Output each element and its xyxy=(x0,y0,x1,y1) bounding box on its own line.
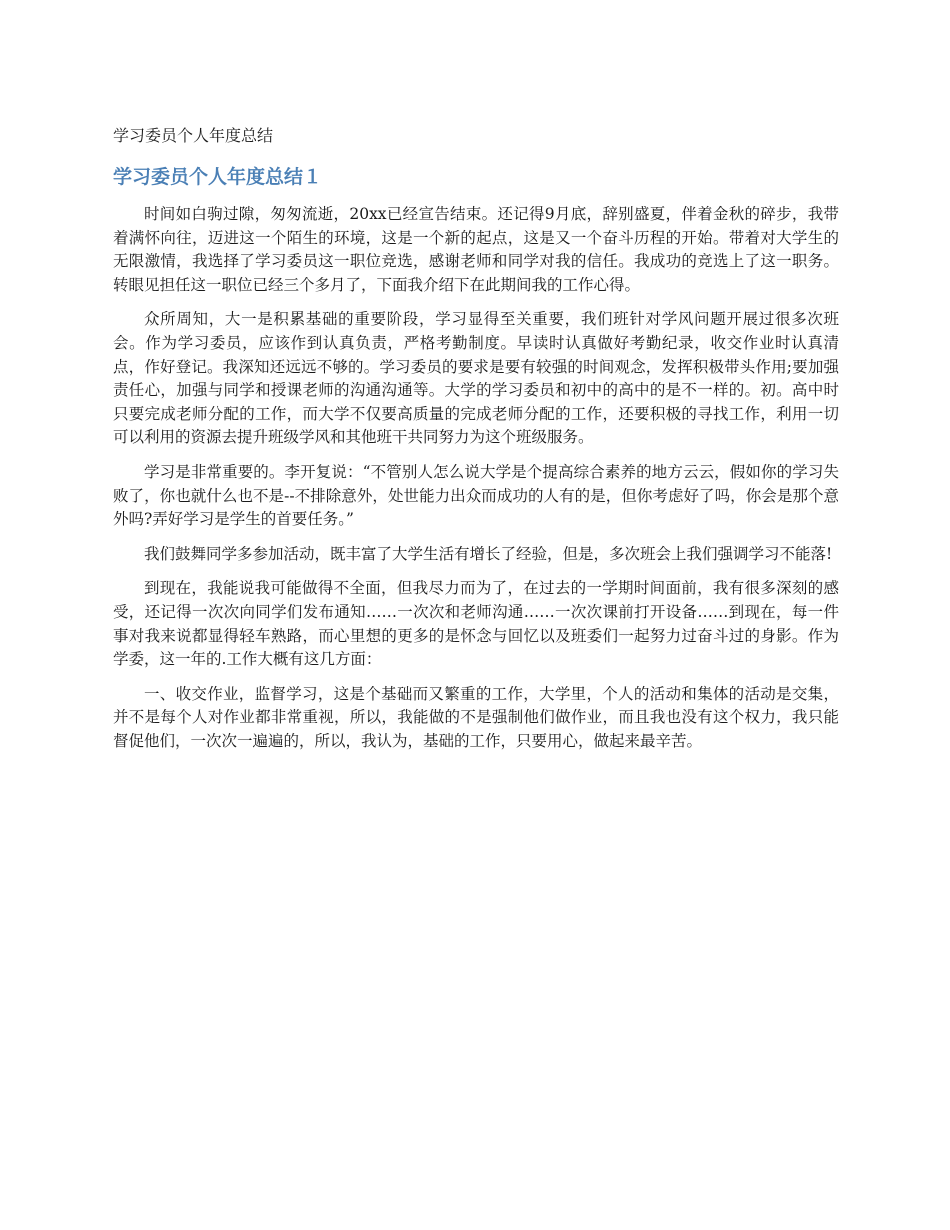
paragraph: 到现在，我能说我可能做得不全面，但我尽力而为了，在过去的一学期时间面前，我有很多深刻的感受，还记得一次次向同学们发布通知……一次次和老师沟通……一次次课前打开设备……到现在，每一件事对我来说都显得轻车熟路，而心里想的更多的是怀念与回忆以及班委们一起努力过奋斗过的身影。作为学委，这一年的.工作大概有这几方面： xyxy=(113,579,839,669)
paragraph: 我们鼓舞同学多参加活动，既丰富了大学生活有增长了经验，但是，多次班会上我们强调学习不能落! xyxy=(144,544,833,563)
paragraph: 学习是非常重要的。李开复说：“不管别人怎么说大学是个提高综合素养的地方云云，假如你的学习失败了，你也就什么也不是--不排除意外，处世能力出众而成功的人有的是，但你考虑好了吗，你会是那个意外吗?弄好学习是学生的首要任务。” xyxy=(113,462,839,529)
section-heading: 学习委员个人年度总结１ xyxy=(113,166,323,188)
paragraph: 众所周知，大一是积累基础的重要阶段，学习显得至关重要，我们班针对学风问题开展过很多次班会。作为学习委员，应该作到认真负责，严格考勤制度。早读时认真做好考勤纪录，收交作业时认真清点，作好登记。我深知还远远不够的。学习委员的要求是要有较强的时间观念，发挥积极带头作用;要加强责任心，加强与同学和授课老师的沟通沟通等。大学的学习委员和初中的高中的是不一样的。初。高中时只要完成老师分配的工作，而大学不仅要高质量的完成老师分配的工作，还要积极的寻找工作，利用一切可以利用的资源去提升班级学风和其他班干共同努力为这个班级服务。 xyxy=(113,310,839,447)
paragraph: 一、收交作业，监督学习，这是个基础而又繁重的工作，大学里，个人的活动和集体的活动是交集，并不是每个人对作业都非常重视，所以，我能做的不是强制他们做作业，而且我也没有这个权力，我只能督促他们，一次次一遍遍的，所以，我认为，基础的工作，只要用心，做起来最辛苦。 xyxy=(113,684,839,750)
document-body xyxy=(113,203,839,764)
paragraph: 时间如白驹过隙，匆匆流逝，20xx已经宣告结束。还记得9月底，辞别盛夏，伴着金秋的碎步，我带着满怀向往，迈进这一个陌生的环境，这是一个新的起点，这是又一个奋斗历程的开始。带着对大学生的无限激情，我选择了学习委员这一职位竞选，感谢老师和同学对我的信任。我成功的竞选上了这一职务。转眼见担任这一职位已经三个多月了，下面我介绍下在此期间我的工作心得。 xyxy=(113,205,839,294)
document-title: 学习委员个人年度总结 xyxy=(113,126,274,145)
